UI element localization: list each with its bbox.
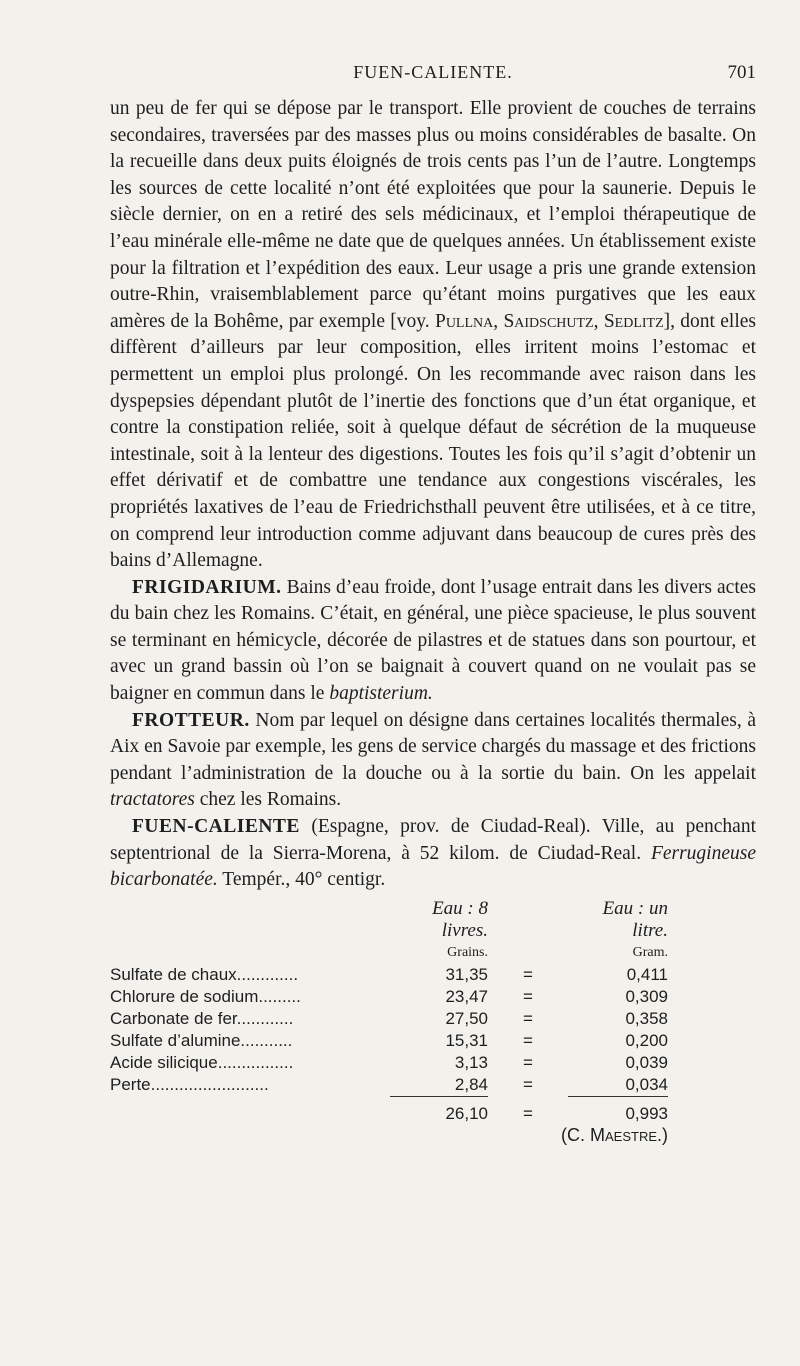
- entry-italic-term: baptisterium.: [329, 683, 433, 705]
- substance-name: Sulfate d’alumine...........: [110, 1030, 293, 1050]
- column-header-eau-8-livres: Eau : 8 livres.: [432, 897, 488, 941]
- table-row: [110, 986, 668, 1008]
- equals-sign: =: [523, 1052, 533, 1072]
- entry-term: FUEN-CALIENTE: [132, 816, 300, 838]
- grains-value: 31,35: [445, 964, 488, 984]
- entry-text: (Espagne, prov. de Ciudad-Real). Ville, au penchant septentrional de la Sierra-Morena, à 52 kilom. de Ciudad-Real.: [110, 816, 756, 864]
- entry-text: Bains d’eau froide, dont l’usage entrait dans les divers actes du bain chez les Romains. C’était, en général, une pièce spacieuse, le plus souvent se terminant en hémicycle, décorée de pilastres et de statues dans son pourtour, et avec un grand bassin où l’on se baignait à couvert quand on ne voulait pas se baigner en commun dans le: [110, 576, 756, 705]
- grams-value: 0,039: [625, 1052, 668, 1072]
- table-header-row: [110, 898, 668, 942]
- water-classification: Ferrugineuse bicarbonatée.: [110, 842, 756, 891]
- equals-sign: =: [523, 1103, 533, 1123]
- entry-frotteur: [110, 708, 756, 814]
- substance-name: Carbonate de fer............: [110, 1008, 294, 1028]
- entry-text-end: chez les Romains.: [194, 789, 342, 811]
- cross-reference-saidschutz: Saidschutz: [503, 310, 594, 332]
- grams-value: 0,309: [625, 986, 668, 1006]
- equals-sign: =: [523, 1008, 533, 1028]
- substance-name: Chlorure de sodium.........: [110, 986, 301, 1006]
- grains-value: 23,47: [445, 986, 488, 1006]
- substance-name: Sulfate de chaux.............: [110, 964, 299, 984]
- column-header-eau-un-litre: Eau : un litre.: [602, 897, 668, 941]
- total-grams: 0,993: [568, 1096, 668, 1125]
- substance-name: Acide silicique................: [110, 1052, 294, 1072]
- page: [110, 62, 756, 1147]
- table-row: [110, 964, 668, 986]
- entry-text-end: Tempér., 40° centigr.: [217, 869, 386, 891]
- entry-italic-term: tractatores: [110, 789, 195, 811]
- table-total-row: [110, 1096, 668, 1125]
- equals-sign: =: [523, 964, 533, 984]
- grains-value: 2,84: [454, 1074, 488, 1094]
- cross-reference-pullna: Pullna: [434, 310, 494, 332]
- grams-value: 0,358: [625, 1008, 668, 1028]
- grams-value: 0,411: [626, 964, 668, 984]
- paragraph-text-continued: ], dont elles diffèrent d’ailleurs par leur composition, elles irritent moins l’estomac et permettent un emploi plus prolongé. On les recommande avec raison dans les dyspepsies dépendant plutôt de l’inertie des fonctions que d’un état organique, et contre la constipation reliée, soit à quelque défaut de sécrétion de la muqueuse intestinale, soit à la lenteur des digestions. Toutes les fois qu’il s’agit d’obtenir un effet dérivatif et de combattre une tendance aux congestions viscérales, les propriétés laxatives de l’eau de Friedrichsthall peuvent être utilisées, et à ce titre, on comprend leur introduction comme adjuvant dans beaucoup de cures près des bains d’Allemagne.: [110, 310, 757, 572]
- equals-sign: =: [523, 1075, 533, 1095]
- unit-grams: Gram.: [632, 944, 668, 960]
- grams-value: 0,034: [625, 1074, 668, 1094]
- separator: ,: [593, 310, 604, 332]
- separator: ,: [493, 310, 504, 332]
- unit-grains: Grains.: [447, 944, 488, 960]
- paragraph-text: un peu de fer qui se dépose par le transport. Elle provient de couches de terrains secondaires, traversées par des masses plus ou moins considérables de basalte. On la recueille dans deux puits éloignés de trois cents pas l’un de l’autre. Longtemps les sources de cette localité n’ont été exploitées que pour la saunerie. Depuis le siècle dernier, on en a retiré des sels médicinaux, et l’emploi thérapeutique de l’eau minérale elle-même ne date que de quelques années. Un établissement existe pour la filtration et l’expédition des eaux. Leur usage a pris une grande extension outre-Rhin, vraisemblablement parce qu’étant moins purgatives que les eaux amères de la Bohême, par exemple [voy.: [110, 98, 756, 332]
- entry-term: FROTTEUR.: [132, 709, 250, 731]
- cross-reference-sedlitz: Sedlitz: [603, 310, 664, 332]
- analysis-credit: (C. Maestre.): [561, 1125, 668, 1146]
- page-number: 701: [727, 62, 756, 83]
- grams-value: 0,200: [625, 1030, 668, 1050]
- running-title: FUEN-CALIENTE.: [353, 62, 513, 82]
- equals-sign: =: [523, 986, 533, 1006]
- total-grains: 26,10: [390, 1096, 488, 1125]
- entry-fuen-caliente: [110, 814, 756, 894]
- table-row: [110, 1008, 668, 1030]
- equals-sign: =: [523, 1030, 533, 1050]
- entry-frigidarium: [110, 575, 756, 708]
- substance-name: Perte.........................: [110, 1075, 269, 1095]
- paragraph-friedrichsthall: [110, 96, 756, 575]
- grains-value: 3,13: [454, 1052, 488, 1072]
- page-header: [110, 62, 756, 96]
- mineral-analysis-table: [110, 898, 668, 1147]
- grains-value: 15,31: [445, 1030, 488, 1050]
- table-credit-row: [110, 1125, 668, 1147]
- entry-text: Nom par lequel on désigne dans certaines localités thermales, à Aix en Savoie par exemple, les gens de service chargés du massage et des frictions pendant l’administration de la douche ou à la sortie du bain. On les appelait: [110, 709, 756, 784]
- table-row: [110, 1074, 668, 1097]
- table-row: [110, 1030, 668, 1052]
- grains-value: 27,50: [445, 1008, 488, 1028]
- table-unit-row: [110, 942, 668, 964]
- entry-term: FRIGIDARIUM.: [132, 576, 282, 598]
- table-row: [110, 1052, 668, 1074]
